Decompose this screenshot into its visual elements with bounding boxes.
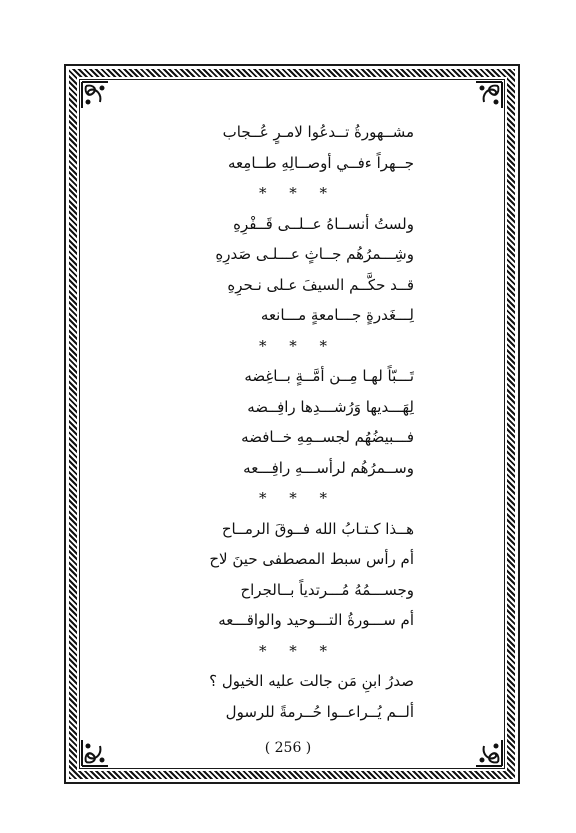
poem-verse: وجســـمُهُ مُـــرتدياً بــالجراح — [240, 580, 414, 599]
poem-verse: جــهراً ءفــي أوصــالِهِ طــامِعه — [228, 153, 414, 172]
corner-ornament-icon — [80, 80, 110, 110]
poem-verse: لِهَـــديها وَرُشـــدِها رافِــضه — [247, 397, 414, 416]
page-number: ( 256 ) — [264, 740, 312, 756]
star-divider-icon: * * * — [259, 641, 337, 660]
poem-verse: أم رأس سبط المصطفى حينَ لاح — [209, 550, 414, 568]
poem-verse: ألــم يُــراعــوا حُــرمةً للرسول — [225, 702, 414, 721]
star-divider-icon: * * * — [259, 336, 337, 355]
poem-verse: ولستُ أنســاهُ عــلــى قَــفْرِهِ — [233, 214, 414, 233]
poem-verse: وســمرُهُم لرأســـهِ رافِـــعه — [243, 458, 414, 477]
poem-verse: فـــبيضُهُم لجســمِهِ خــافضه — [241, 428, 414, 446]
poem-verse: وشِـــمرُهُم جــاثٍ عـــلـى صَدرِهِ — [215, 245, 414, 263]
poem-verse: صدرُ ابنِ مَن جالت عليه الخيول ؟ — [209, 672, 414, 690]
poem-body — [150, 117, 414, 727]
star-divider-icon: * * * — [259, 184, 337, 202]
poem-verse: لِـــغَدرةٍ جـــامعةٍ مـــانعه — [260, 306, 414, 324]
poem-verse: مشــهورةُ تــدعُوا لامـرٍ عُــجاب — [222, 123, 414, 141]
corner-ornament-icon — [474, 80, 504, 110]
poem-verse: أم ســـورةُ التـــوحيد والواقـــعه — [218, 611, 414, 629]
poem-verse: قــد حكَّــم السيفَ عـلى نـحرِهِ — [227, 275, 414, 294]
poem-verse: تَـــبّاً لهـا مِــن أمَّــةٍ بــاغِضه — [244, 367, 414, 385]
star-divider-icon: * * * — [259, 489, 337, 507]
poem-verse: هــذا كـتـابُ الله فــوقَ الرمــاح — [221, 519, 414, 538]
